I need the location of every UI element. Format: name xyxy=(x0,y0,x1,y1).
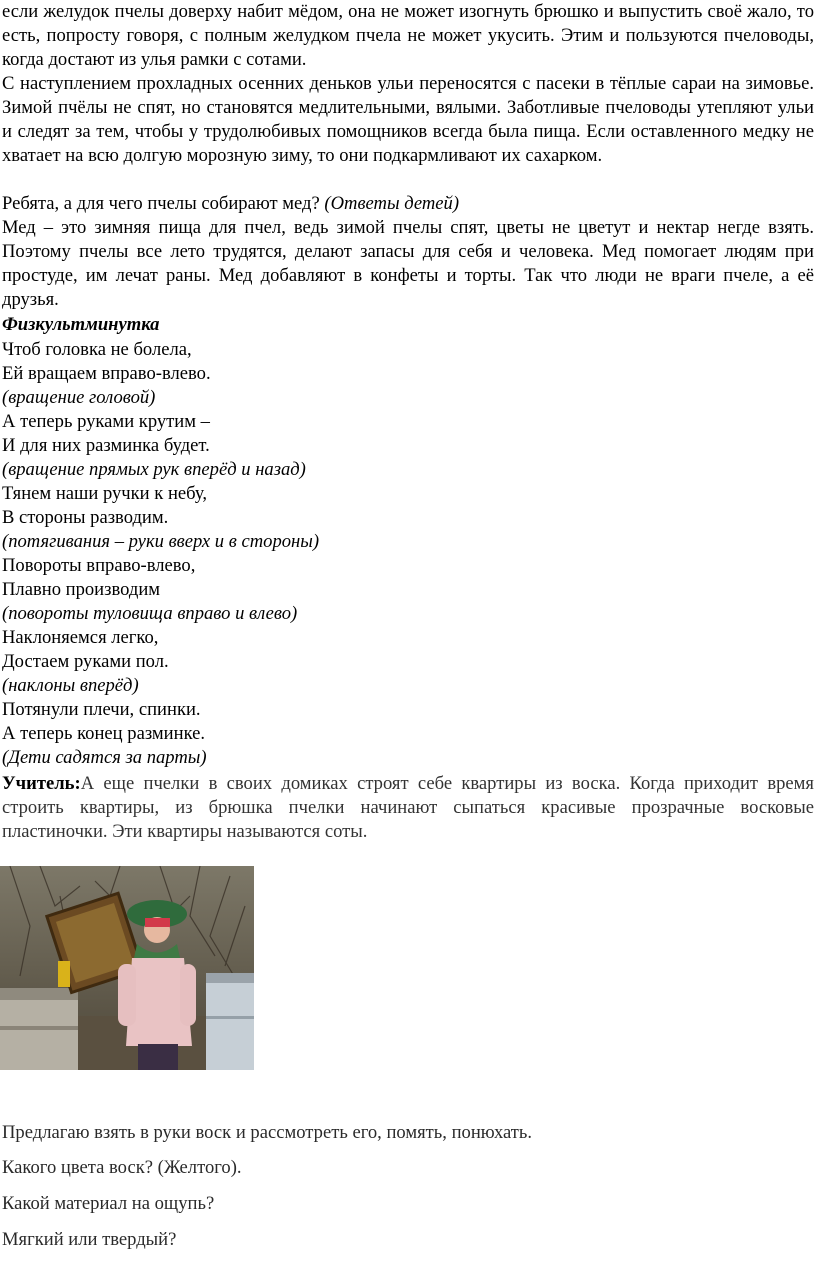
paragraph-teacher xyxy=(2,772,814,844)
beekeeper-photo xyxy=(0,866,254,1070)
teacher-label: Учитель: xyxy=(2,773,81,794)
exercise-line: Тянем наши ручки к небу, xyxy=(2,483,207,504)
exercise-instruction: (вращение прямых рук вперёд и назад) xyxy=(2,459,306,480)
teacher-text: А еще пчелки в своих домиках строят себе квартиры из воска. Когда приходит время строить квартиры, из брюшка пчелки начинают сыпаться красивые прозрачные восковые пластиночки. Эти квартиры называются соты. xyxy=(2,773,814,842)
exercise-line: И для них разминка будет. xyxy=(2,435,210,456)
exercise-instruction: (повороты туловища вправо и влево) xyxy=(2,603,298,624)
exercise-line: Потянули плечи, спинки. xyxy=(2,699,201,720)
exercise-line: В стороны разводим. xyxy=(2,507,169,528)
question-line: Предлагаю взять в руки воск и рассмотреть его, помять, понюхать. xyxy=(2,1122,533,1143)
exercise-line: Наклоняемся легко, xyxy=(2,627,159,648)
beekeeper-photo-image xyxy=(0,866,254,1070)
exercise-heading: Физкультминутка xyxy=(2,314,160,335)
exercise-line: А теперь руками крутим – xyxy=(2,411,210,432)
question-line: Какой материал на ощупь? xyxy=(2,1193,215,1214)
exercise-line: Чтоб головка не болела, xyxy=(2,339,192,360)
exercise-line: Достаем руками пол. xyxy=(2,651,169,672)
exercise-instruction: (Дети садятся за парты) xyxy=(2,747,207,768)
exercise-line: Ей вращаем вправо-влево. xyxy=(2,363,211,384)
paragraph-honey-food: Мед – это зимняя пища для пчел, ведь зимой пчелы спят, цветы не цветут и нектар негде взять. Поэтому пчелы все лето трудятся, делают запасы для себя и человека. Мед помогает людям при простуде, им лечат раны. Мед добавляют в конфеты и торты. Так что люди не враги пчеле, а её друзья. xyxy=(2,217,814,310)
exercise-line: Плавно производим xyxy=(2,579,161,600)
exercise-instruction: (потягивания – руки вверх и в стороны) xyxy=(2,531,320,552)
question-line: Какого цвета воск? (Желтого). xyxy=(2,1157,242,1178)
exercise-instruction: (вращение головой) xyxy=(2,387,156,408)
exercise-line: Повороты вправо-влево, xyxy=(2,555,196,576)
paragraph-question xyxy=(2,192,814,216)
paragraph-honey-stomach: если желудок пчелы доверху набит мёдом, она не может изогнуть брюшко и выпустить своё жало, то есть, попросту говоря, с полным желудком пчела не может укусить. Этим и пользуются пчеловоды, когда достают из улья рамки с сотами. xyxy=(2,1,814,70)
question-line: Мягкий или твердый? xyxy=(2,1229,177,1250)
paragraph-winter-hives: С наступлением прохладных осенних деньков ульи переносятся с пасеки в тёплые сараи на зимовье. Зимой пчёлы не спят, но становятся медлительными, вялыми. Заботливые пчеловоды утепляют ульи и следят за тем, чтобы у трудолюбивых помощников всегда была пища. Если оставленного медку не хватает на всю долгую морозную зиму, то они подкармливают их сахарком. xyxy=(2,73,814,166)
question-text: Ребята, а для чего пчелы собирают мед? xyxy=(2,193,325,214)
answer-note: (Ответы детей) xyxy=(324,193,460,214)
exercise-instruction: (наклоны вперёд) xyxy=(2,675,139,696)
exercise-line: А теперь конец разминке. xyxy=(2,723,206,744)
